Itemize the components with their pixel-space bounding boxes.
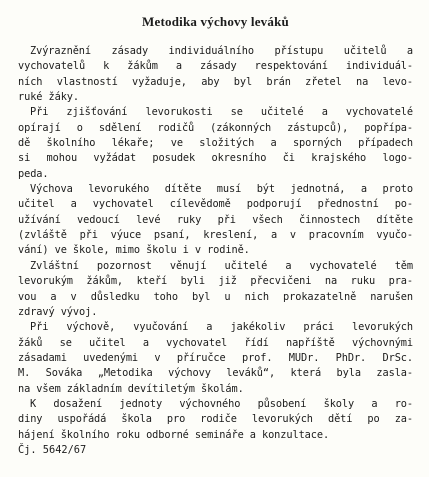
- paragraph-6: [18, 397, 413, 443]
- reference-number: Čj. 5642/67: [18, 443, 87, 456]
- paragraph-1: [18, 44, 413, 105]
- text-line: M. Sováka „Metodika výchovy leváků“, která byla zasla-: [18, 367, 413, 380]
- text-line: si mohou vyžádat posudek okresního či krajského logo-: [18, 152, 413, 165]
- text-line: ruké žáky.: [18, 91, 79, 104]
- text-line: žáků se učitel a vychovatel řídí napříště výchovnými: [18, 336, 413, 349]
- paragraph-2: [18, 105, 413, 182]
- text-line: (zvláště při výuce psaní, kreslení, a v pracovním vyučo-: [18, 229, 413, 242]
- document-page: [18, 14, 413, 458]
- text-line: Při výchově, vyučování a jakékoliv práci levorukých: [30, 321, 413, 334]
- text-line: vání) ve škole, mimo školu i v rodině.: [18, 244, 250, 257]
- text-line: dě školního lékaře; ve složitých a sporných případech: [18, 137, 413, 150]
- text-line: Zvláštní pozornost věnují učitelé a vychovatelé těm: [30, 259, 413, 272]
- text-line: užívání vedoucí levé ruky při všech činnostech dítěte: [18, 213, 413, 226]
- text-line: peda.: [18, 167, 49, 180]
- text-line: ních vlastností vyžaduje, aby byl brán zřetel na levo-: [18, 75, 413, 88]
- paragraph-4: [18, 259, 413, 320]
- text-line: Výchova levorukého dítěte musí být jednotná, a proto: [30, 183, 413, 196]
- text-line: vou a v důsledku toho byl u nich prokazatelně narušen: [18, 290, 413, 303]
- text-line: na všem základním devítiletým školám.: [18, 382, 244, 395]
- text-line: vychovatelů k žákům a zásady respektování individuál-: [18, 60, 413, 73]
- text-line: zdravý vývoj.: [18, 305, 98, 318]
- text-line: Při zjišťování levorukosti se učitelé a vychovatelé: [30, 106, 413, 119]
- text-line: diny uspořádá škola pro rodiče levorukých dětí po za-: [18, 413, 413, 426]
- text-line: hájení školního roku odborné semináře a konzultace.: [18, 428, 330, 441]
- paragraph-5: [18, 320, 413, 397]
- text-line: levorukým žákům, kteří byli již přecvičeni na ruku pra-: [18, 275, 413, 288]
- document-title: Metodika výchovy leváků: [142, 14, 289, 29]
- text-line: učitel a vychovatel cílevědomě podporují přednostní po-: [18, 198, 413, 211]
- text-line: K dosažení jednoty výchovného působení školy a ro-: [30, 397, 413, 410]
- text-line: zásadami uvedenými v příručce prof. MUDr. PhDr. DrSc.: [18, 351, 413, 364]
- text-line: opírají o sdělení rodičů (zákonných zástupců), popřípa-: [18, 121, 413, 134]
- text-line: Zvýraznění zásady individuálního přístupu učitelů a: [30, 45, 413, 57]
- paragraph-3: [18, 182, 413, 259]
